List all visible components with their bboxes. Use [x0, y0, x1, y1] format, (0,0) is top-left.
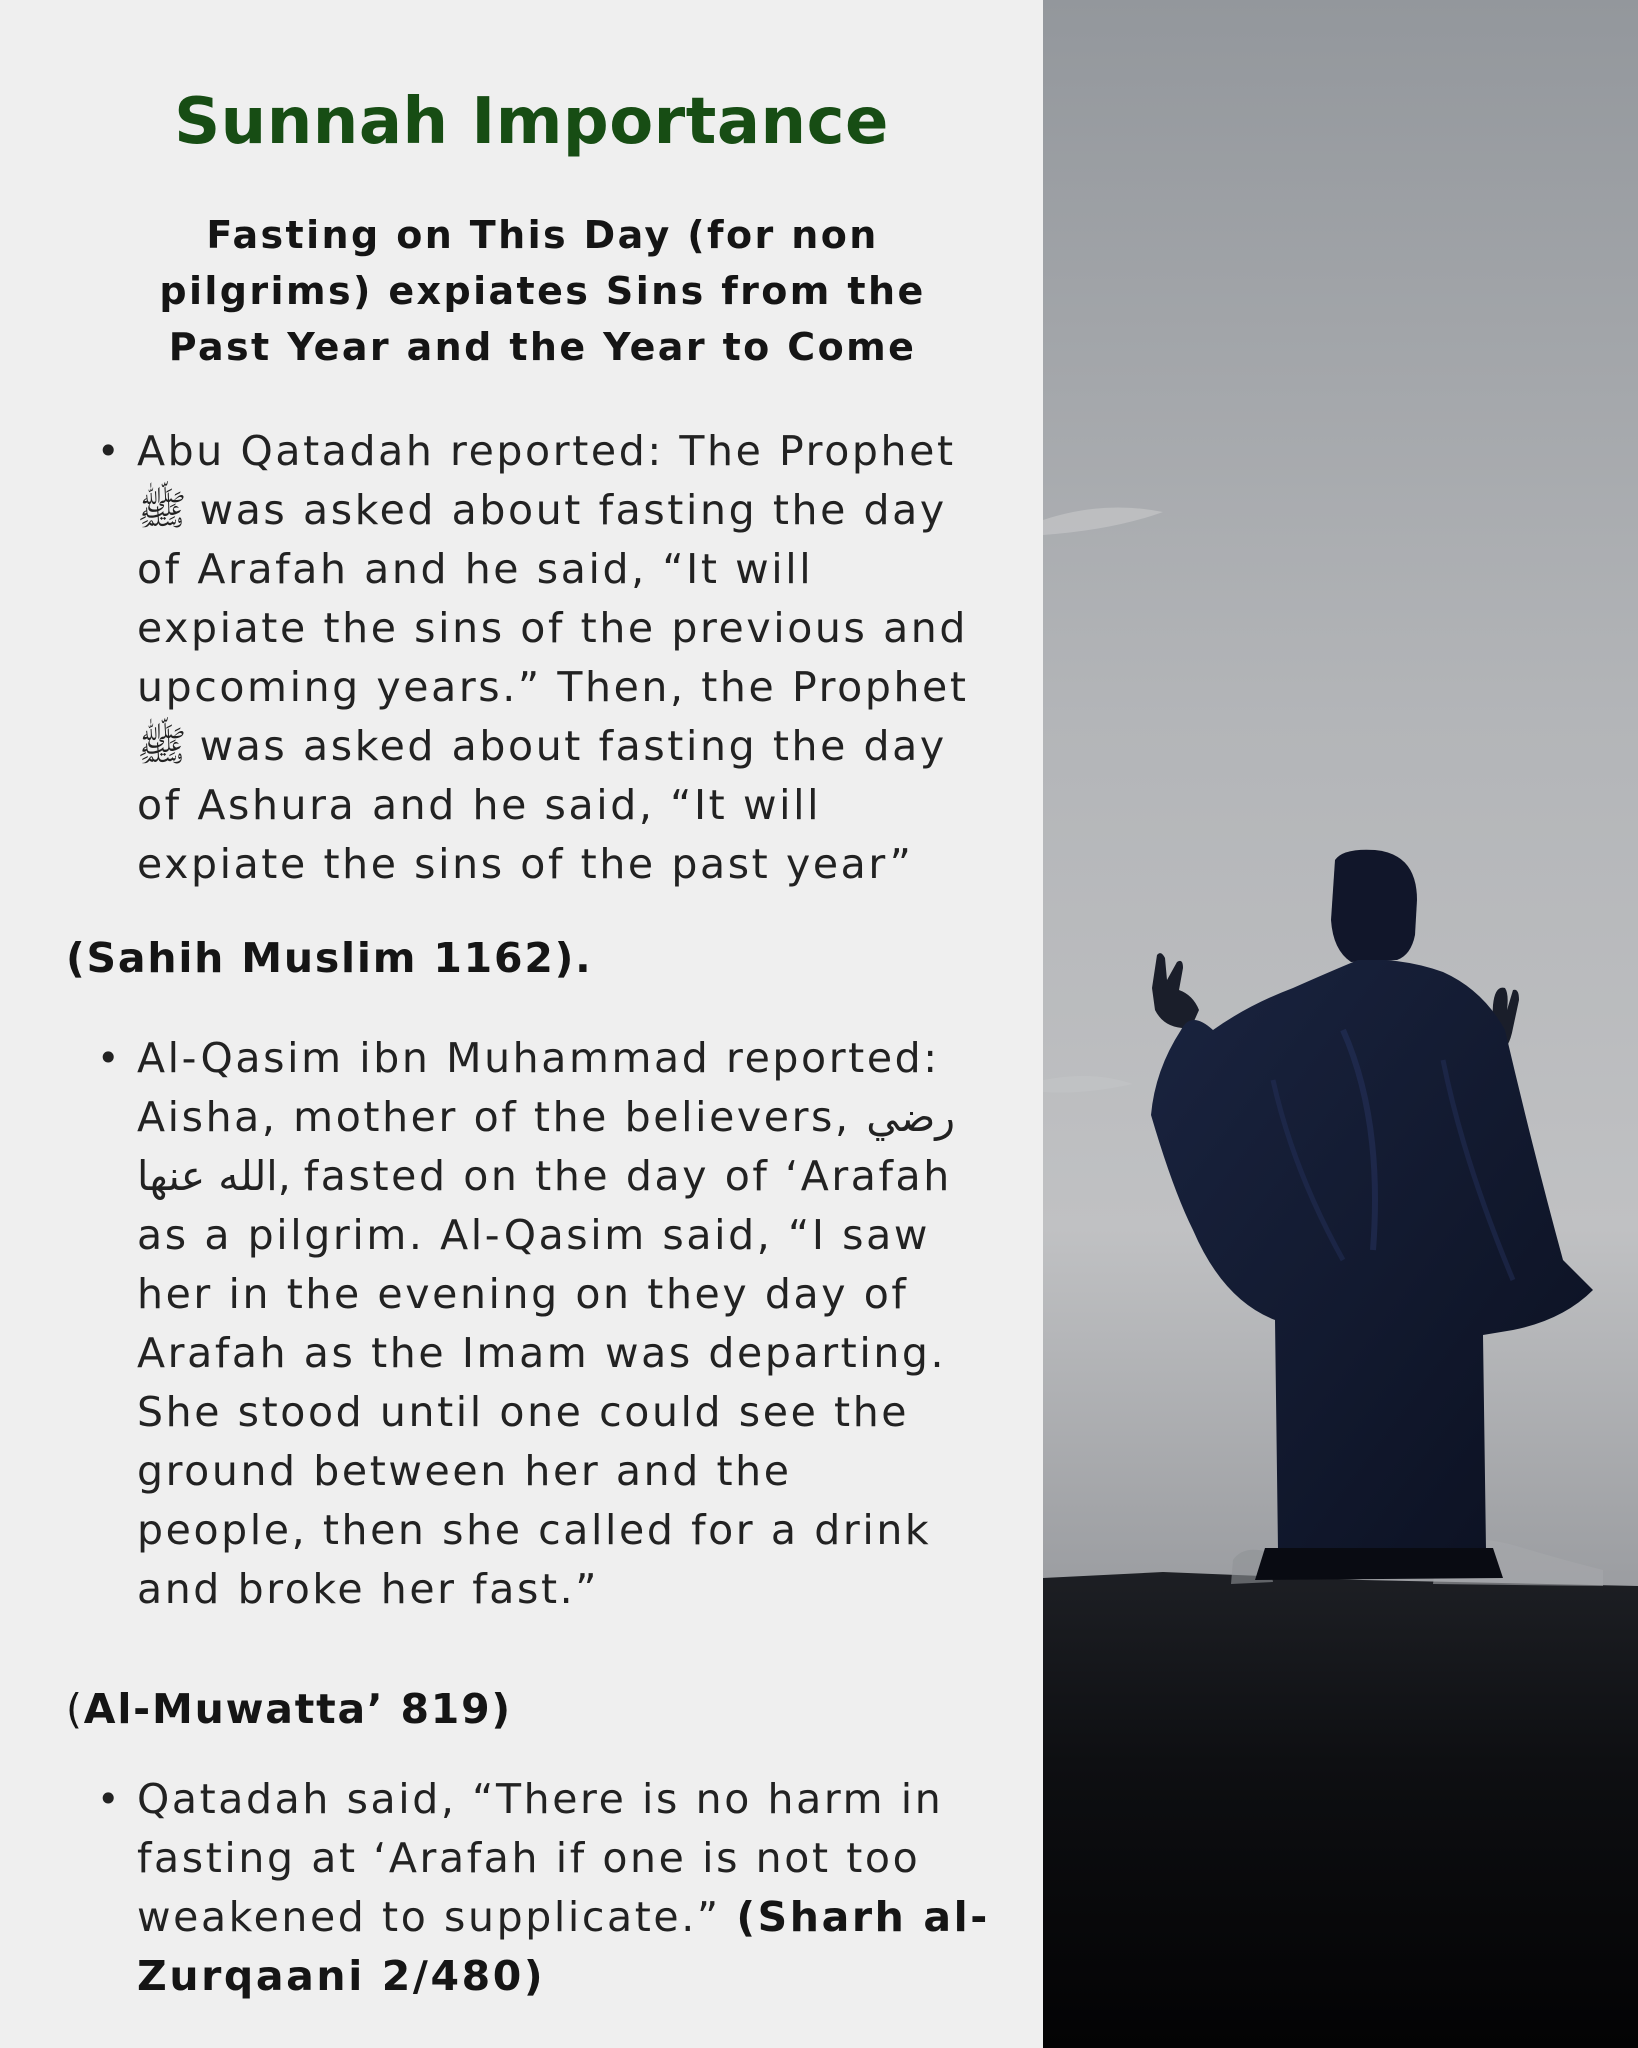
saying-qatadah — [97, 1770, 1017, 2006]
hadith-line: as a pilgrim. Al-Qasim said, “I saw — [137, 1211, 930, 1259]
hadith-al-qasim — [97, 1029, 1017, 1619]
hadith-text: , fasted on the day of ‘Arafah — [277, 1152, 952, 1200]
hadith-line: and broke her fast.” — [137, 1565, 600, 1613]
hadith-line: She stood until one could see the — [137, 1388, 910, 1436]
page-title: Sunnah Importance — [174, 85, 889, 159]
bullet-icon: • — [97, 1777, 123, 1821]
subtitle — [130, 207, 955, 375]
arabic-text: رضي — [866, 1093, 956, 1141]
hadith-line — [137, 1888, 1017, 1947]
bullet-icon: • — [97, 1036, 123, 1080]
hadith-line: upcoming years.” Then, the Prophet — [137, 663, 969, 711]
hill — [1043, 1572, 1638, 2048]
hadith-line — [137, 1088, 1017, 1147]
arabic-text: الله عنها — [137, 1152, 278, 1200]
hadith-line: ground between her and the — [137, 1447, 792, 1495]
hadith-line: people, then she called for a drink — [137, 1506, 932, 1554]
photo-praying-silhouette — [1043, 0, 1638, 2048]
hadith-line: Arafah as the Imam was departing. — [137, 1329, 947, 1377]
hadith-line: ﷺ was asked about fasting the day — [137, 486, 947, 534]
subtitle-line: pilgrims) expiates Sins from the — [159, 269, 926, 313]
reference-sharh-zurqaani-cont: Zurqaani 2/480) — [137, 1952, 546, 2000]
hadith-line: Al-Qasim ibn Muhammad reported: — [137, 1034, 940, 1082]
hadith-line: Qatadah said, “There is no harm in — [137, 1775, 944, 1823]
reference-text: Al-Muwatta’ 819) — [83, 1685, 512, 1733]
hadith-line: expiate the sins of the previous and — [137, 604, 969, 652]
hadith-text: Aisha, mother of the believers, — [137, 1093, 867, 1141]
hadith-abu-qatadah — [97, 422, 1017, 894]
hadith-text: weakened to supplicate.” — [137, 1893, 737, 1941]
subtitle-line: Past Year and the Year to Come — [168, 325, 917, 369]
reference-sahih-muslim: (Sahih Muslim 1162). — [66, 934, 593, 982]
hadith-line: of Arafah and he said, “It will — [137, 545, 814, 593]
reference-al-muwatta — [66, 1681, 512, 1737]
subtitle-line: Fasting on This Day (for non — [206, 213, 879, 257]
hadith-line: Abu Qatadah reported: The Prophet — [137, 427, 956, 475]
hadith-line: ﷺ was asked about fasting the day — [137, 722, 947, 770]
hadith-line — [137, 1147, 1017, 1206]
reference-paren: ( — [66, 1685, 84, 1733]
hadith-line: of Ashura and he said, “It will — [137, 781, 822, 829]
hadith-line: expiate the sins of the past year” — [137, 840, 914, 888]
reference-sharh-zurqaani: (Sharh al- — [736, 1893, 990, 1941]
hadith-line: her in the evening on they day of — [137, 1270, 909, 1318]
bullet-icon: • — [97, 429, 123, 473]
hadith-line: fasting at ‘Arafah if one is not too — [137, 1834, 921, 1882]
silhouette-image — [1043, 0, 1638, 2048]
